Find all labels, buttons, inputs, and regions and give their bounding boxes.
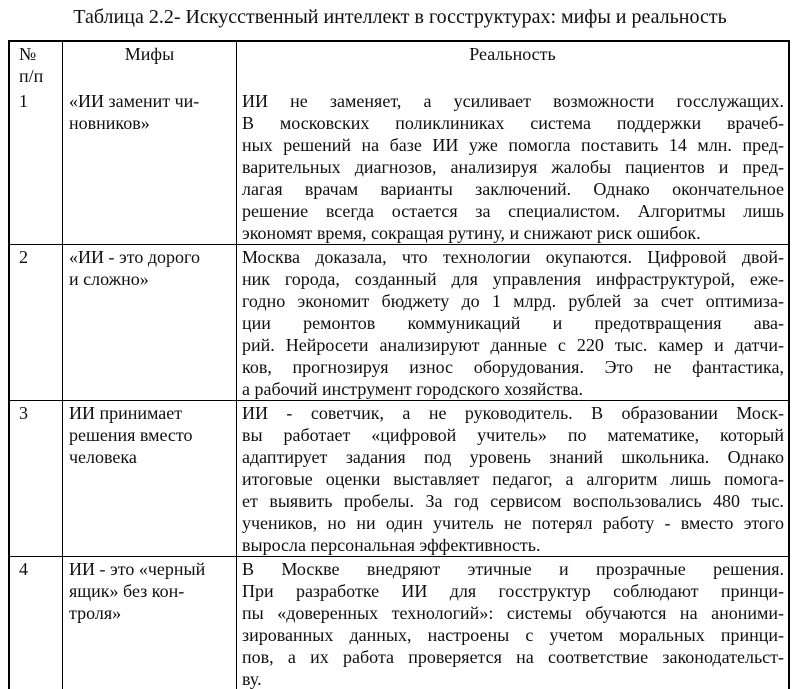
table-caption: Таблица 2.2- Искусственный интеллект в госструктурах: мифы и реальность [73,6,727,28]
header-cell-myths [63,42,237,89]
table-row [10,244,788,400]
reality-line: адаптирует задания под уровень знаний школьника. Однако [242,447,784,467]
myth-line: человека [69,447,137,467]
reality-line: учеников, но ни один учитель не потерял работу - вместо этого [242,513,784,533]
reality-line: выросла персональная эффективность. [242,535,541,555]
row-number-cell: 4 [10,556,63,689]
table-body [10,89,788,689]
reality-line: Москва доказала, что технологии окупаются. Цифровой двой- [242,247,784,267]
reality-line: пов, а их работа проверяется на соответствие законодательст- [242,647,784,667]
table-row [10,556,788,689]
reality-line: вы работает «цифровой учитель» по математике, который [242,425,784,445]
reality-line: варительных диагнозов, анализируя жалобы пациентов и пред- [242,157,784,177]
reality-line: ник города, созданный для управления инфраструктурой, еже- [242,269,784,289]
header-number-line1: № [19,44,37,64]
reality-line: итоговые оценки выставляет педагог, а алгоритм лишь помога- [242,469,784,489]
reality-line: лагая врачам варианты заключений. Однако окончательное [242,179,784,199]
myth-line: ящик» без кон- [69,581,185,601]
reality-line: экономят время, сокращая рутину, и снижают риск ошибок. [242,223,701,243]
reality-line: ет выявить пробелы. За год сервисом воспользовались 480 тыс. [242,491,784,511]
myths-reality-table [8,40,790,689]
reality-line: В Москве внедряют этичные и прозрачные решения. [242,559,784,579]
header-number-line2: п/п [19,66,44,86]
reality-line: годно экономит бюджету до 1 млрд. рублей за счет оптимиза- [242,291,784,311]
header-cell-number [10,42,63,89]
reality-line: а рабочий инструмент городского хозяйства. [242,379,584,399]
reality-line: ву. [242,669,262,689]
myth-cell [63,556,237,689]
reality-line: ИИ не заменяет, а усиливает возможности госслужащих. [242,91,784,111]
reality-line: При разработке ИИ для госструктур соблюдают принци- [242,581,784,601]
reality-cell [237,556,788,689]
reality-cell [237,244,788,400]
myth-line: ИИ принимает [69,403,183,423]
reality-cell [237,400,788,556]
reality-line: ных решений на базе ИИ уже помогла поставить 14 млн. пред- [242,135,784,155]
myth-line: ИИ - это «черный [69,559,206,579]
myth-line: новников» [69,113,150,133]
reality-line: рий. Нейросети анализируют данные с 220 тыс. камер и датчи- [242,335,784,355]
reality-line: пы «доверенных технологий»: системы обучаются на аноними- [242,603,784,623]
reality-line: решение всегда остается за специалистом. Алгоритмы лишь [242,201,784,221]
reality-cell [237,89,788,244]
myth-cell [63,400,237,556]
reality-line: В московских поликлиниках система поддержки врачеб- [242,113,784,133]
header-reality-label: Реальность [469,44,556,64]
myth-line: и сложно» [69,269,149,289]
reality-line: ИИ - советчик, а не руководитель. В образовании Моск- [242,403,784,423]
table-row [10,89,788,244]
row-number-cell: 3 [10,400,63,556]
table-row [10,400,788,556]
row-number-cell: 2 [10,244,63,400]
table-header-row [10,42,788,89]
myth-cell [63,244,237,400]
reality-line: ции ремонтов коммуникаций и предотвращения ава- [242,313,784,333]
myth-cell [63,89,237,244]
reality-line: ков, прогнозируя износ оборудования. Это не фантастика, [242,357,784,377]
myth-line: троля» [69,603,122,623]
myth-line: «ИИ - это дорого [69,247,200,267]
myth-line: решения вместо [69,425,193,445]
row-number-cell: 1 [10,89,63,244]
myth-line: «ИИ заменит чи- [69,91,200,111]
header-myths-label: Мифы [124,44,175,64]
header-cell-reality [237,42,788,89]
reality-line: зированных данных, настроены с учетом моральных принци- [242,625,784,645]
